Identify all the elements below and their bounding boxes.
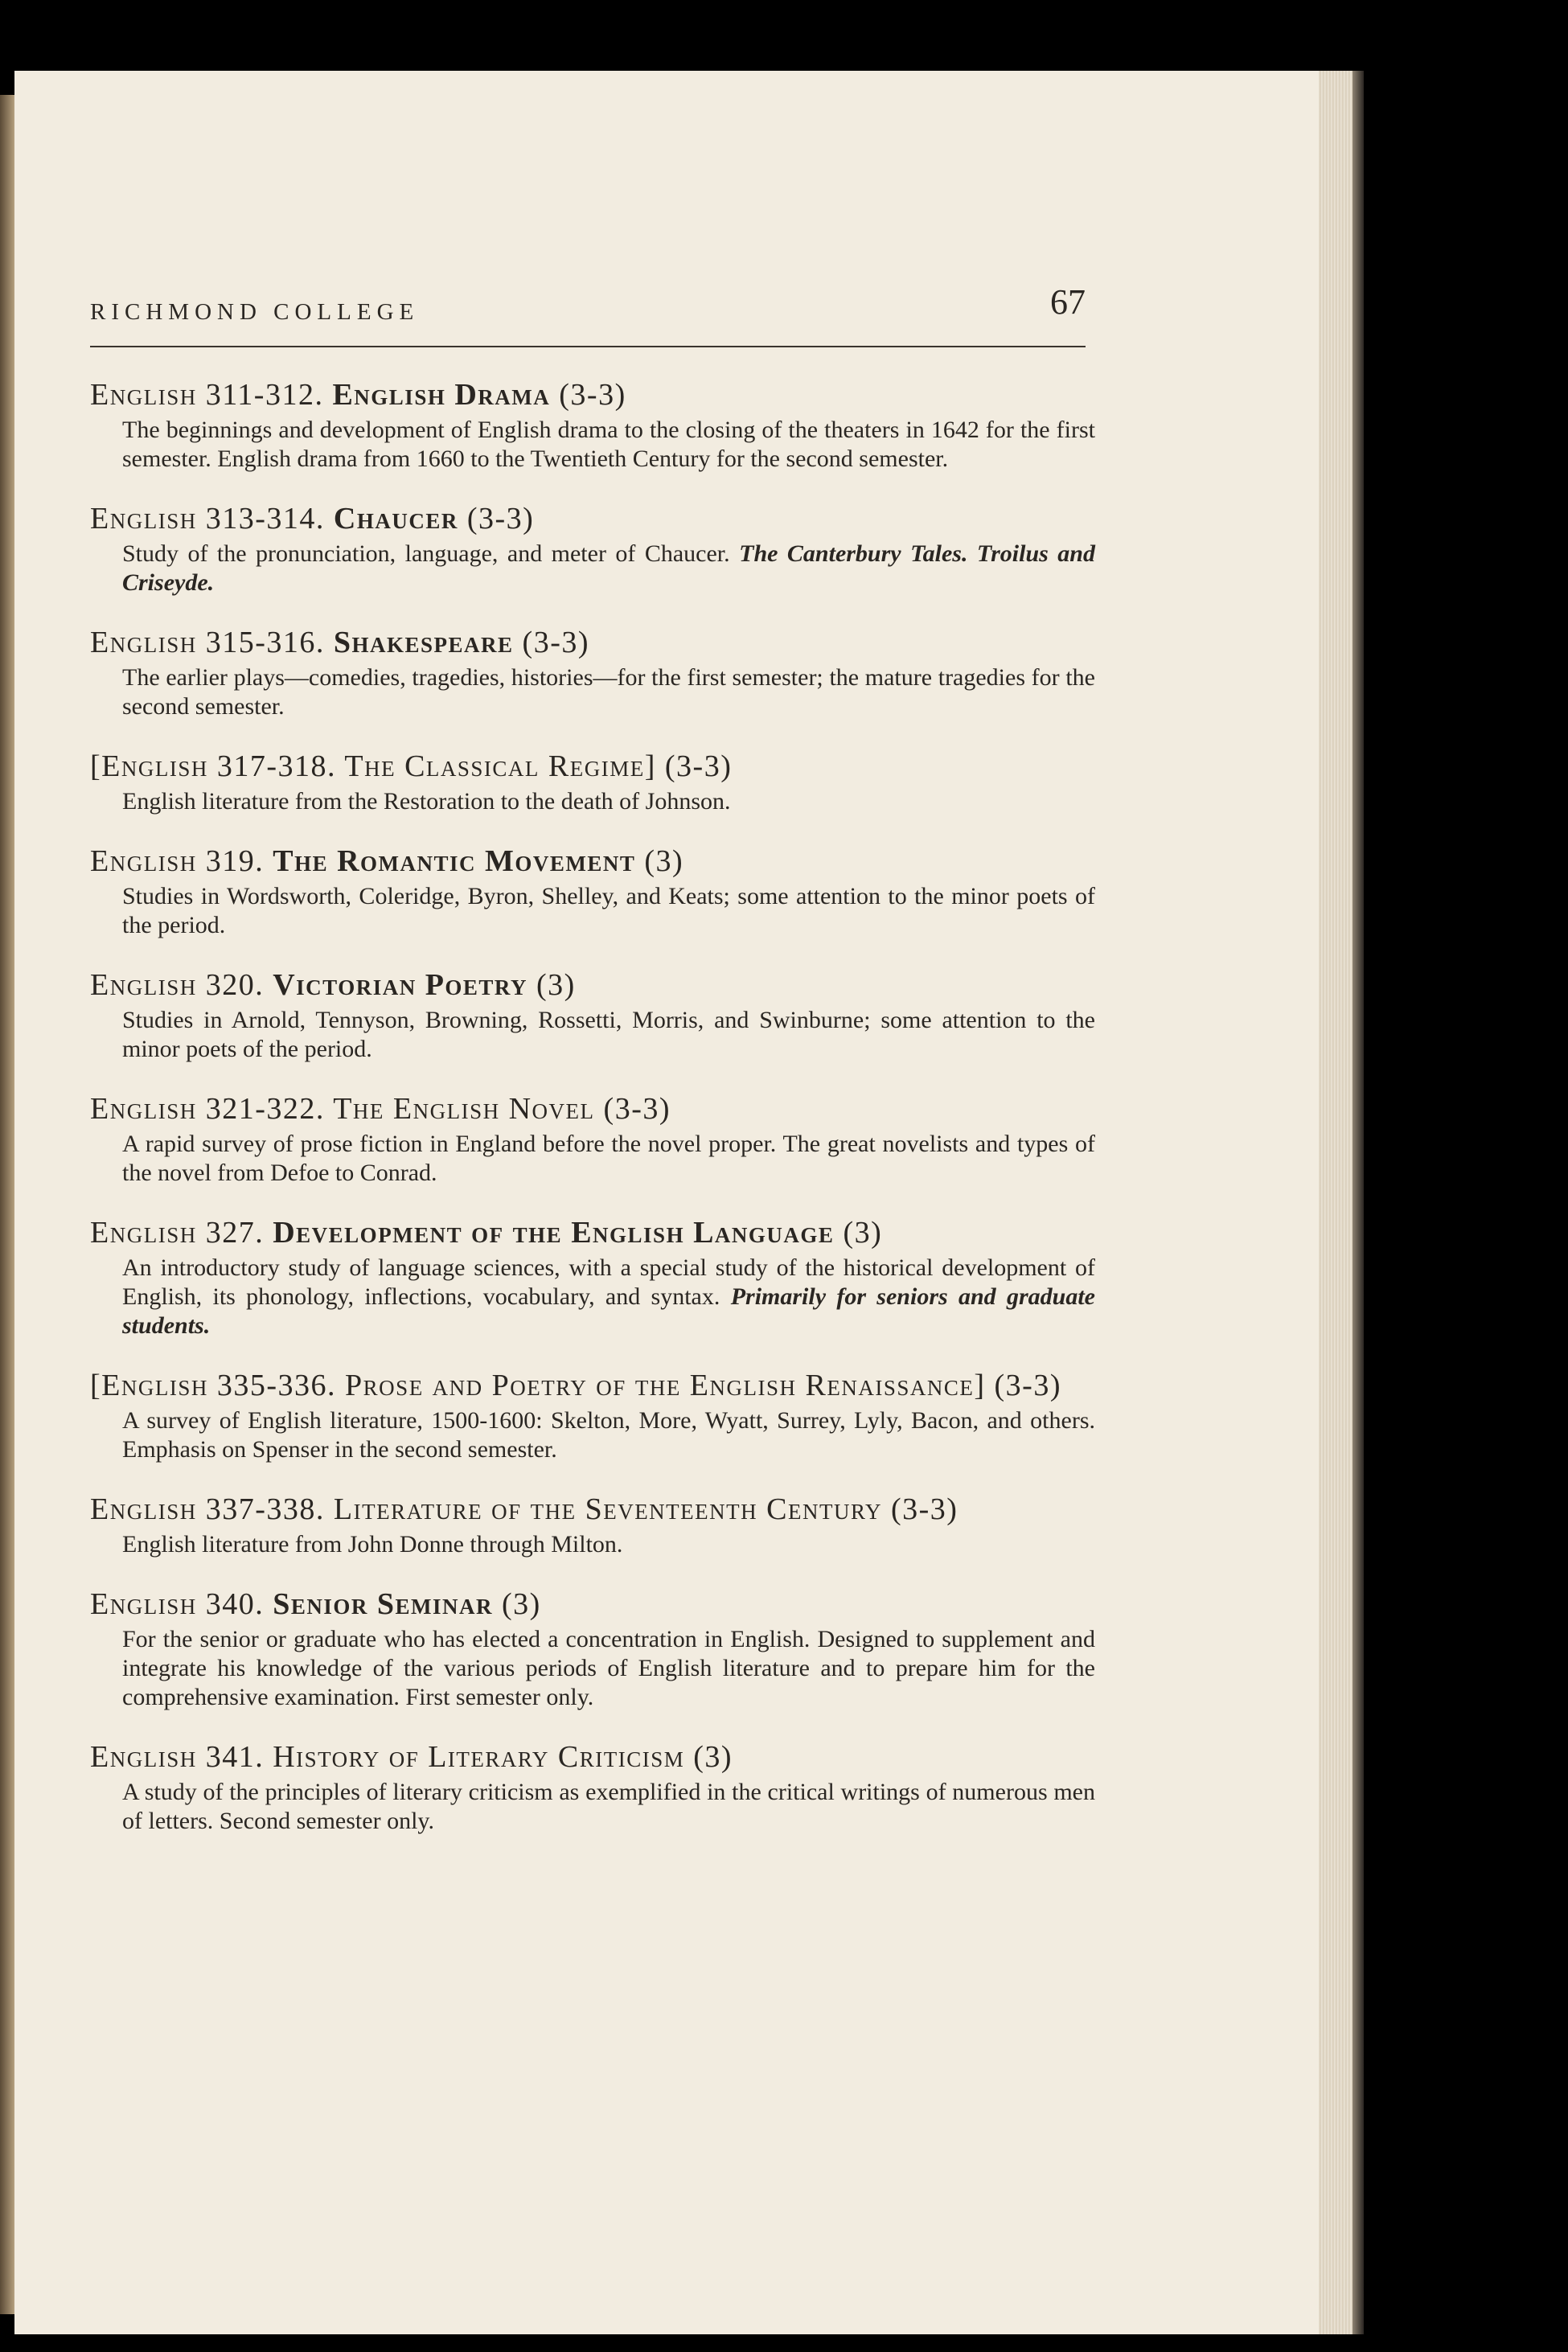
course-heading (90, 374, 1095, 416)
course-heading (90, 1488, 1095, 1530)
page-fore-edge (1319, 71, 1353, 2334)
course-entry (90, 964, 1095, 1064)
course-description: A survey of English literature, 1500-1600: Skelton, More, Wyatt, Surrey, Lyly, Bacon, and others. Emphasis on Spenser in the second semester. (122, 1407, 1095, 1463)
course-entry (90, 1736, 1095, 1836)
course-heading (90, 1365, 1095, 1406)
course-name: English Drama (332, 378, 551, 412)
course-heading (90, 1212, 1095, 1254)
course-name: Chaucer (333, 502, 458, 536)
course-name: Development of the English Language (273, 1216, 835, 1250)
course-entry (90, 498, 1095, 597)
course-heading (90, 498, 1095, 540)
course-description-italic: The Canterbury Tales. Troilus and Criseyde. (122, 540, 1095, 596)
page-number: 67 (1050, 282, 1086, 322)
course-heading (90, 745, 1095, 787)
course-number: English 311-312. (90, 378, 324, 412)
course-credits: (3-3) (559, 378, 626, 412)
course-entry (90, 1088, 1095, 1188)
course-description: A rapid survey of prose fiction in England before the novel proper. The great novelists and types of the novel from Defoe to Conrad. (122, 1131, 1095, 1186)
running-head-title: RICHMOND COLLEGE (90, 299, 420, 325)
course-description: Studies in Wordsworth, Coleridge, Byron, Shelley, and Keats; some attention to the minor poets of the period. (122, 883, 1095, 938)
course-entry (90, 745, 1095, 816)
course-credits: (3) (502, 1587, 541, 1621)
course-name: Literature of the Seventeenth Century (333, 1492, 882, 1526)
course-number: English 319. (90, 844, 265, 878)
page-edge-shadow (1353, 71, 1364, 2334)
course-description: The earlier plays—comedies, tragedies, histories—for the first semester; the mature tragedies for the second semester. (122, 664, 1095, 720)
course-credits: (3-3) (603, 1092, 671, 1126)
course-entry (90, 622, 1095, 721)
course-heading (90, 1088, 1095, 1130)
course-description-italic: Primarily for seniors and graduate students. (122, 1283, 1095, 1339)
course-entry (90, 840, 1095, 940)
course-name: Prose and Poetry of the English Renaissance] (345, 1369, 986, 1402)
course-credits: (3-3) (664, 749, 733, 783)
course-description: English literature from John Donne through Milton. (122, 1531, 623, 1558)
course-name: The Classical Regime] (344, 749, 656, 783)
course-name: Victorian Poetry (273, 968, 527, 1002)
course-number: English 341. (90, 1740, 265, 1774)
course-number: [English 317-318. (90, 749, 337, 783)
course-credits: (3) (644, 844, 684, 878)
course-heading (90, 840, 1095, 882)
course-number: [English 335-336. (90, 1369, 337, 1402)
course-description: Studies in Arnold, Tennyson, Browning, Rossetti, Morris, and Swinburne; some attention to the minor poets of the period. (122, 1007, 1095, 1062)
course-heading (90, 1736, 1095, 1778)
course-number: English 340. (90, 1587, 265, 1621)
course-credits: (3-3) (522, 626, 590, 659)
running-head (90, 281, 1086, 347)
course-name: The Romantic Movement (273, 844, 636, 878)
course-heading (90, 964, 1095, 1006)
course-credits: (3-3) (466, 502, 535, 536)
course-credits: (3) (843, 1216, 883, 1250)
course-list (90, 374, 1095, 1860)
course-heading (90, 1583, 1095, 1625)
course-credits: (3) (693, 1740, 733, 1774)
course-number: English 315-316. (90, 626, 325, 659)
course-credits: (3-3) (891, 1492, 958, 1526)
course-number: English 327. (90, 1216, 265, 1250)
course-number: English 337-338. (90, 1492, 325, 1526)
course-name: History of Literary Criticism (273, 1740, 685, 1774)
course-credits: (3) (536, 968, 576, 1002)
course-description: English literature from the Restoration to the death of Johnson. (122, 788, 731, 815)
course-entry (90, 1212, 1095, 1340)
course-name: The English Novel (333, 1092, 595, 1126)
course-description: A study of the principles of literary criticism as exemplified in the critical writings of numerous men of letters. Second semester only. (122, 1779, 1095, 1834)
course-description: An introductory study of language sciences, with a special study of the historical development of English, its phonology, inflections, vocabulary, and syntax. Primarily for seniors and graduate students. (122, 1254, 1095, 1339)
course-number: English 313-314. (90, 502, 325, 536)
course-entry (90, 1488, 1095, 1559)
course-description: Study of the pronunciation, language, and meter of Chaucer. The Canterbury Tales. Troilus and Criseyde. (122, 540, 1095, 596)
course-description: For the senior or graduate who has elected a concentration in English. Designed to supplement and integrate his knowledge of the various periods of English literature and to prepare him for the comprehensive examination. First semester only. (122, 1626, 1095, 1710)
course-heading (90, 622, 1095, 663)
course-name: Senior Seminar (273, 1587, 493, 1621)
course-entry (90, 374, 1095, 474)
course-number: English 320. (90, 968, 265, 1002)
course-name: Shakespeare (333, 626, 514, 659)
course-entry (90, 1583, 1095, 1712)
course-description: The beginnings and development of English drama to the closing of the theaters in 1642 for the first semester. English drama from 1660 to the Twentieth Century for the second semester. (122, 417, 1095, 472)
course-credits: (3-3) (994, 1369, 1061, 1402)
course-number: English 321-322. (90, 1092, 325, 1126)
course-entry (90, 1365, 1095, 1464)
